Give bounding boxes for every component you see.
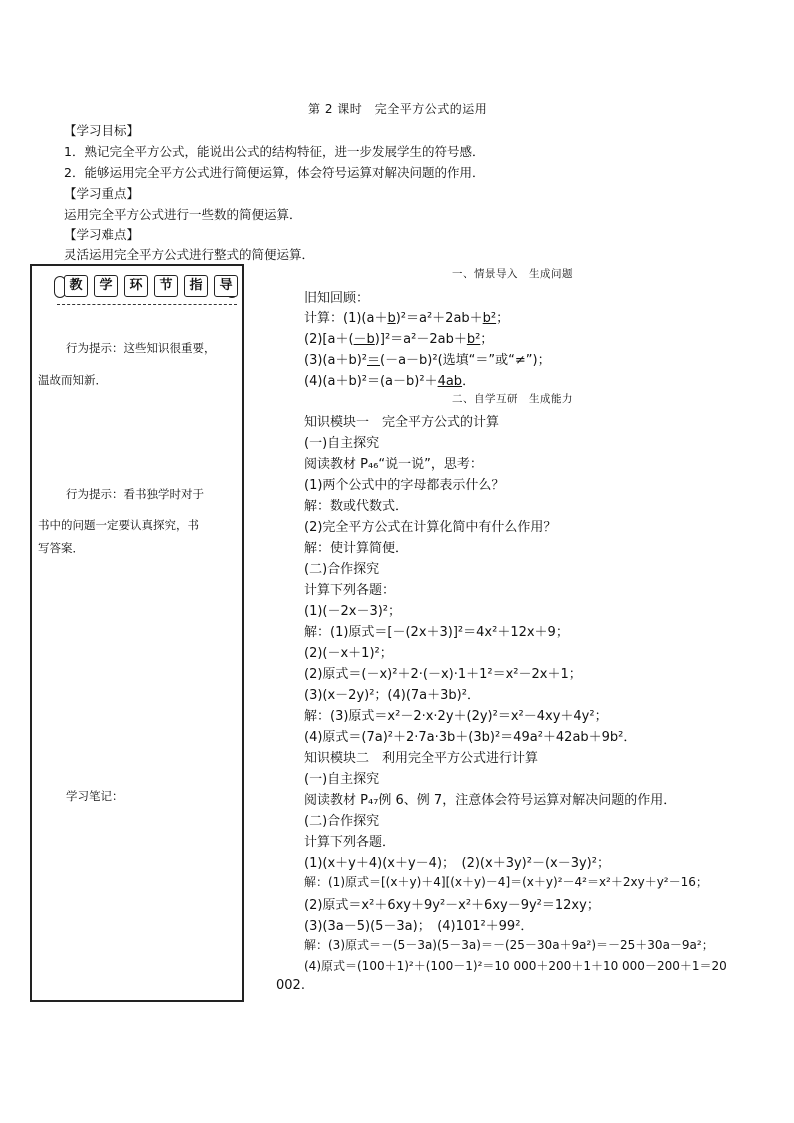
banner-char: 学 xyxy=(94,275,118,297)
module1-q1: (1)两个公式中的字母都表示什么？ xyxy=(304,478,505,493)
module1-problem-1: (1)(－2x－3)²； xyxy=(304,604,402,619)
banner-char: 环 xyxy=(124,275,148,297)
module2-solution-3: 解：(3)原式＝－(5－3a)(5－3a)＝－(25－30a＋9a²)＝－25＋30a－9a²； xyxy=(304,938,714,952)
module1-calc-label: 计算下列各题： xyxy=(304,583,396,598)
difficulties-text: 灵活运用完全平方公式进行整式的简便运算． xyxy=(64,247,315,262)
module2-read: 阅读教材 P₄₇例 6、例 7，注意体会符号运算对解决问题的作用． xyxy=(304,793,677,808)
review-label: 旧知回顾： xyxy=(304,291,370,306)
key-points-text: 运用完全平方公式进行一些数的简便运算． xyxy=(64,207,302,222)
key-points-heading: 【学习重点】 xyxy=(64,186,140,201)
module2-solution-1: 解：(1)原式＝[(x＋y)＋4][(x＋y)－4]＝(x＋y)²－4²＝x²＋2xy＋y²－16； xyxy=(304,875,708,889)
review-line-3: (3)(a＋b)²＝(－a－b)²(选填“＝”或“≠”)； xyxy=(304,353,551,368)
module2-calc-label: 计算下列各题． xyxy=(304,835,396,850)
module1-title: 知识模块一 完全平方公式的计算 xyxy=(304,415,500,430)
teaching-guide-sidebar xyxy=(30,264,244,1002)
lesson-title: 第 2 课时 完全平方公式的运用 xyxy=(308,102,488,116)
banner-divider xyxy=(57,304,237,305)
banner-char: 教 xyxy=(64,275,88,297)
banner-char: 指 xyxy=(184,275,208,297)
module1-q2: (2)完全平方公式在计算化简中有什么作用？ xyxy=(304,520,557,535)
difficulties-heading: 【学习难点】 xyxy=(64,227,140,242)
module2-coop: (二)合作探究 xyxy=(304,814,380,829)
module2-solution-4a: (4)原式＝(100＋1)²＋(100－1)²＝10 000＋200＋1＋10 000－200＋1＝20 xyxy=(304,959,727,973)
review-line-4: (4)(a＋b)²＝(a－b)²＋4ab． xyxy=(304,374,476,389)
module1-solution-1: 解：(1)原式＝[－(2x＋3)]²＝4x²＋12x＋9； xyxy=(304,625,569,640)
module1-problem-3-4: (3)(x－2y)²；(4)(7a＋3b)²． xyxy=(304,688,480,703)
module1-coop: (二)合作探究 xyxy=(304,562,380,577)
module2-problem-3-4: (3)(3a－5)(5－3a)； (4)101²＋99²． xyxy=(304,919,534,934)
module2-self-study: (一)自主探究 xyxy=(304,772,380,787)
tip2-line3: 写答案． xyxy=(38,541,84,555)
tip1-line2: 温故而知新． xyxy=(38,373,107,387)
section-heading-2: 二、自学互研 生成能力 xyxy=(452,393,573,405)
module2-problem-1-2: (1)(x＋y＋4)(x＋y－4)； (2)(x＋3y)²－(x－3y)²； xyxy=(304,856,610,871)
banner-char: 导 xyxy=(214,275,238,297)
section-heading-1: 一、情景导入 生成问题 xyxy=(452,268,573,280)
review-line-2: (2)[a＋(－b)]²＝a²－2ab＋b²； xyxy=(304,332,494,347)
notes-label: 学习笔记： xyxy=(66,789,124,803)
module1-solution-3: 解：(3)原式＝x²－2·x·2y＋(2y)²＝x²－4xy＋4y²； xyxy=(304,709,608,724)
guide-banner xyxy=(54,273,233,299)
review-line-1: 计算：(1)(a＋b)²＝a²＋2ab＋b²； xyxy=(304,311,510,326)
module2-solution-4b: 002. xyxy=(276,978,305,993)
tip2-line1: 行为提示：看书独学时对于 xyxy=(66,487,204,501)
module1-solution-2: (2)原式＝(－x)²＋2·(－x)·1＋1²＝x²－2x＋1； xyxy=(304,667,582,682)
module1-solution-4: (4)原式＝(7a)²＋2·7a·3b＋(3b)²＝49a²＋42ab＋9b²． xyxy=(304,730,637,745)
banner-char: 节 xyxy=(154,275,178,297)
module2-solution-2: (2)原式＝x²＋6xy＋9y²－x²＋6xy－9y²＝12xy； xyxy=(304,898,600,913)
module2-title: 知识模块二 利用完全平方公式进行计算 xyxy=(304,751,539,766)
module1-self-study: (一)自主探究 xyxy=(304,436,380,451)
module1-read: 阅读教材 P₄₆“说一说”，思考： xyxy=(304,457,483,472)
tip1-line1: 行为提示：这些知识很重要， xyxy=(66,341,216,355)
tip2-line2: 书中的问题一定要认真探究，书 xyxy=(38,518,199,532)
goal-item-1: 1．熟记完全平方公式，能说出公式的结构特征，进一步发展学生的符号感． xyxy=(64,144,485,159)
module1-a1: 解：数或代数式． xyxy=(304,499,409,514)
module1-problem-2: (2)(－x＋1)²； xyxy=(304,646,393,661)
goal-item-2: 2．能够运用完全平方公式进行简便运算，体会符号运算对解决问题的作用． xyxy=(64,165,485,180)
goals-heading: 【学习目标】 xyxy=(64,123,140,138)
module1-a2: 解：使计算简便． xyxy=(304,541,409,556)
guide-cells xyxy=(64,275,238,297)
